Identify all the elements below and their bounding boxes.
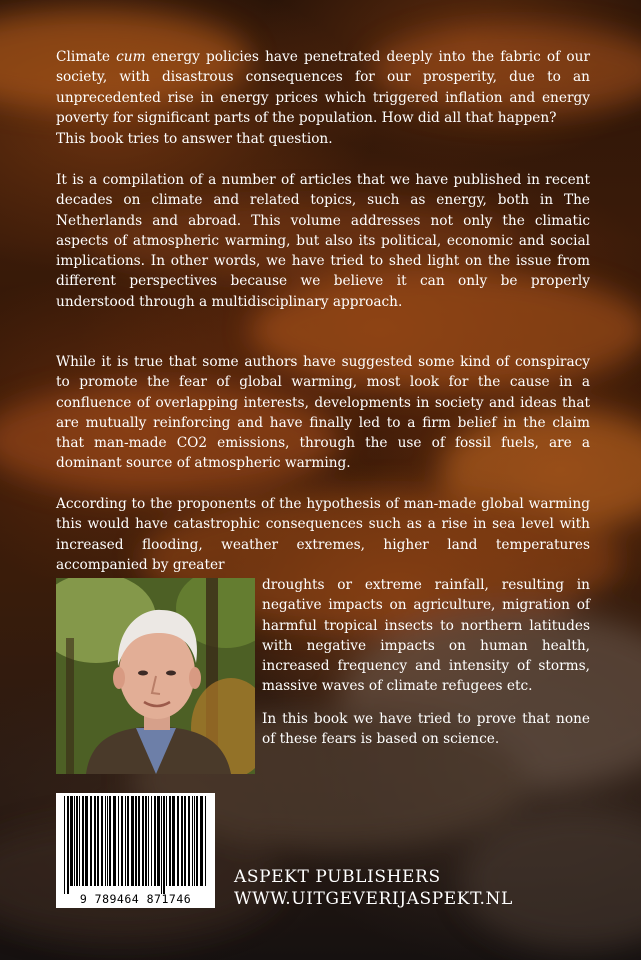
barcode-bar (194, 796, 195, 886)
barcode-bar (163, 796, 165, 894)
barcode-bar (101, 796, 103, 886)
barcode-bar (97, 796, 99, 886)
conspiracy-paragraph: While it is true that some authors have suggested some kind of conspiracy to promote the fear of global warming, most look for the cause in a confluence of overlapping interests, developments in society and ideas that are mutually reinforcing and have finally led to a firm belief in the claim that man-made CO2 emissions, through the use of fossil fuels, are a dominant source of atmospheric warming. (56, 354, 590, 472)
barcode-bar (169, 796, 171, 886)
barcode-bar (113, 796, 116, 886)
barcode-bar (177, 796, 179, 886)
publisher-name: ASPEKT PUBLISHERS (234, 867, 441, 887)
barcode-bar (200, 796, 203, 886)
barcode-bar (138, 796, 140, 886)
barcode-bar (82, 796, 84, 886)
barcode-bar (79, 796, 80, 886)
barcode-bar (181, 796, 183, 886)
intro-paragraph (56, 47, 590, 128)
author-portrait-illustration (56, 578, 255, 774)
barcode-bar (107, 796, 108, 886)
barcode-bar (131, 796, 134, 886)
barcode-bar (166, 796, 167, 886)
barcode-bar (161, 796, 162, 894)
proponents-paragraph-continued: droughts or extreme rainfall, resulting in negative impacts on agriculture, migration of harmful tropical insects to northern latitudes with negative impacts on human health, increased frequency and intensity of storms, massive waves of climate refugees etc. (262, 577, 590, 695)
barcode-bar (172, 796, 175, 886)
barcode-bar (90, 796, 92, 886)
barcode-bar (67, 796, 69, 894)
barcode-bar (94, 796, 96, 886)
barcode-bar (135, 796, 137, 886)
barcode-bar (76, 796, 78, 886)
barcode-bar (127, 796, 129, 886)
barcode-bar (142, 796, 144, 886)
publisher-info (234, 866, 513, 910)
barcode-bars (56, 796, 215, 894)
barcode-bar (105, 796, 106, 886)
isbn-number: 9 789464 871746 (79, 892, 192, 906)
conclusion-paragraph: In this book we have tried to prove that none of these fears is based on science. (262, 711, 590, 748)
barcode-bar (184, 796, 186, 886)
barcode-bar (188, 796, 190, 886)
question-paragraph: This book tries to answer that question. (56, 131, 333, 147)
barcode-bar (205, 796, 206, 886)
barcode-bar (145, 796, 147, 886)
barcode-bar (109, 796, 111, 886)
proponents-paragraph-start: According to the proponents of the hypothesis of man-made global warming this would have catastrophic consequences such as a rise in sea level with increased flooding, weather extremes, higher land temperatures accompanied by greater (56, 496, 590, 573)
barcode-bar (74, 796, 75, 886)
publisher-url: WWW.UITGEVERIJASPEKT.NL (234, 889, 513, 909)
barcode-bar (157, 796, 160, 886)
barcode-bar (148, 796, 149, 886)
barcode-bar (196, 796, 198, 886)
barcode-bar (121, 796, 123, 886)
barcode-bar (192, 796, 193, 886)
barcode-bar (118, 796, 119, 886)
intro-emphasis: cum (116, 49, 146, 65)
author-photo (56, 578, 255, 774)
barcode-bar (64, 796, 65, 894)
barcode-bar (151, 796, 152, 886)
intro-text-start: Climate (56, 49, 117, 65)
intro-text-end: energy policies have penetrated deeply into the fabric of our society, with disastrous consequences for our prosperity, due to an unprecedented rise in energy prices which triggered inflation and energy poverty for significant parts of the population. How did all that happen? (56, 49, 590, 126)
barcode-bar (125, 796, 126, 886)
barcode-bar (70, 796, 73, 886)
compilation-paragraph: It is a compilation of a number of articles that we have published in recent decades on climate and related topics, such as energy, both in The Netherlands and abroad. This volume addresses not only the climatic aspects of atmospheric warming, but also its political, economic and social implications. In other words, we have tried to shed light on the issue from different perspectives because we believe it can only be properly understood through a multidisciplinary approach. (56, 172, 590, 310)
barcode-bar (154, 796, 156, 886)
barcode-bar (85, 796, 88, 886)
isbn-barcode (56, 793, 215, 908)
